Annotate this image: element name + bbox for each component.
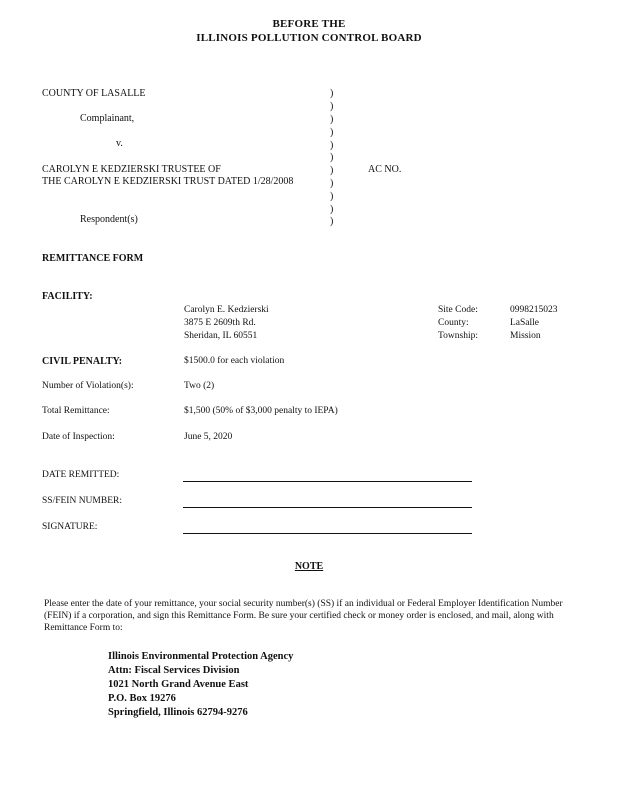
site-code-value: 0998215023 (510, 305, 558, 315)
violations-label: Number of Violation(s): (42, 381, 134, 391)
paren: ) (330, 127, 334, 138)
note-title: NOTE (294, 561, 324, 572)
form-title: REMITTANCE FORM (42, 253, 144, 264)
caption-respondents: Respondent(s) (80, 214, 138, 225)
paren: ) (330, 152, 334, 163)
inspection-date-value: June 5, 2020 (184, 432, 233, 442)
township-label: Township: (438, 331, 478, 341)
address-line3: 1021 North Grand Avenue East (108, 679, 249, 690)
header-title-line2: ILLINOIS POLLUTION CONTROL BOARD (196, 32, 422, 44)
caption-ac-no: AC NO. (368, 164, 402, 175)
township-value: Mission (510, 331, 541, 341)
violations-value: Two (2) (184, 381, 215, 391)
facility-city: Sheridan, IL 60551 (184, 331, 258, 341)
civil-penalty-label: CIVIL PENALTY: (42, 356, 123, 367)
address-line5: Springfield, Illinois 62794-9276 (108, 707, 248, 718)
paren: ) (330, 165, 334, 176)
total-remittance-value: $1,500 (50% of $3,000 penalty to IEPA) (184, 406, 338, 416)
total-remittance-label: Total Remittance: (42, 406, 110, 416)
facility-name: Carolyn E. Kedzierski (184, 305, 269, 315)
paren: ) (330, 204, 334, 215)
address-line2: Attn: Fiscal Services Division (108, 665, 240, 676)
address-line1: Illinois Environmental Protection Agency (108, 651, 294, 662)
paren: ) (330, 216, 334, 227)
signature-line[interactable] (183, 533, 472, 534)
facility-label: FACILITY: (42, 291, 93, 302)
ssn-label: SS/FEIN NUMBER: (42, 496, 122, 506)
paren: ) (330, 88, 334, 99)
ssn-line[interactable] (183, 507, 472, 508)
paren: ) (330, 191, 334, 202)
county-label: County: (438, 318, 469, 328)
paren: ) (330, 140, 334, 151)
caption-complainant: Complainant, (80, 113, 135, 124)
date-remitted-label: DATE REMITTED: (42, 470, 120, 480)
paren: ) (330, 178, 334, 189)
site-code-label: Site Code: (438, 305, 478, 315)
caption-versus: v. (116, 138, 123, 149)
facility-street: 3875 E 2609th Rd. (184, 318, 256, 328)
header-title-line1: BEFORE THE (272, 18, 346, 30)
inspection-date-label: Date of Inspection: (42, 432, 115, 442)
note-body: Please enter the date of your remittance, your social security number(s) (SS) if an individual or Federal Employer Identification Number (FEIN) if a corporation, and sign this Remittance Form. Be sure your certified check or money order is enclosed, and mail, along with Remittance Form to: (44, 599, 563, 633)
county-value: LaSalle (510, 318, 540, 328)
signature-label: SIGNATURE: (42, 522, 98, 532)
address-line4: P.O. Box 19276 (108, 693, 176, 704)
date-remitted-line[interactable] (183, 481, 472, 482)
caption-respondent-line2: THE CAROLYN E KEDZIERSKI TRUST DATED 1/28/2008 (42, 176, 294, 187)
paren: ) (330, 114, 334, 125)
civil-penalty-value: $1500.0 for each violation (184, 356, 285, 366)
paren: ) (330, 101, 334, 112)
caption-county: COUNTY OF LASALLE (42, 88, 146, 99)
caption-respondent-line1: CAROLYN E KEDZIERSKI TRUSTEE OF (42, 164, 221, 175)
